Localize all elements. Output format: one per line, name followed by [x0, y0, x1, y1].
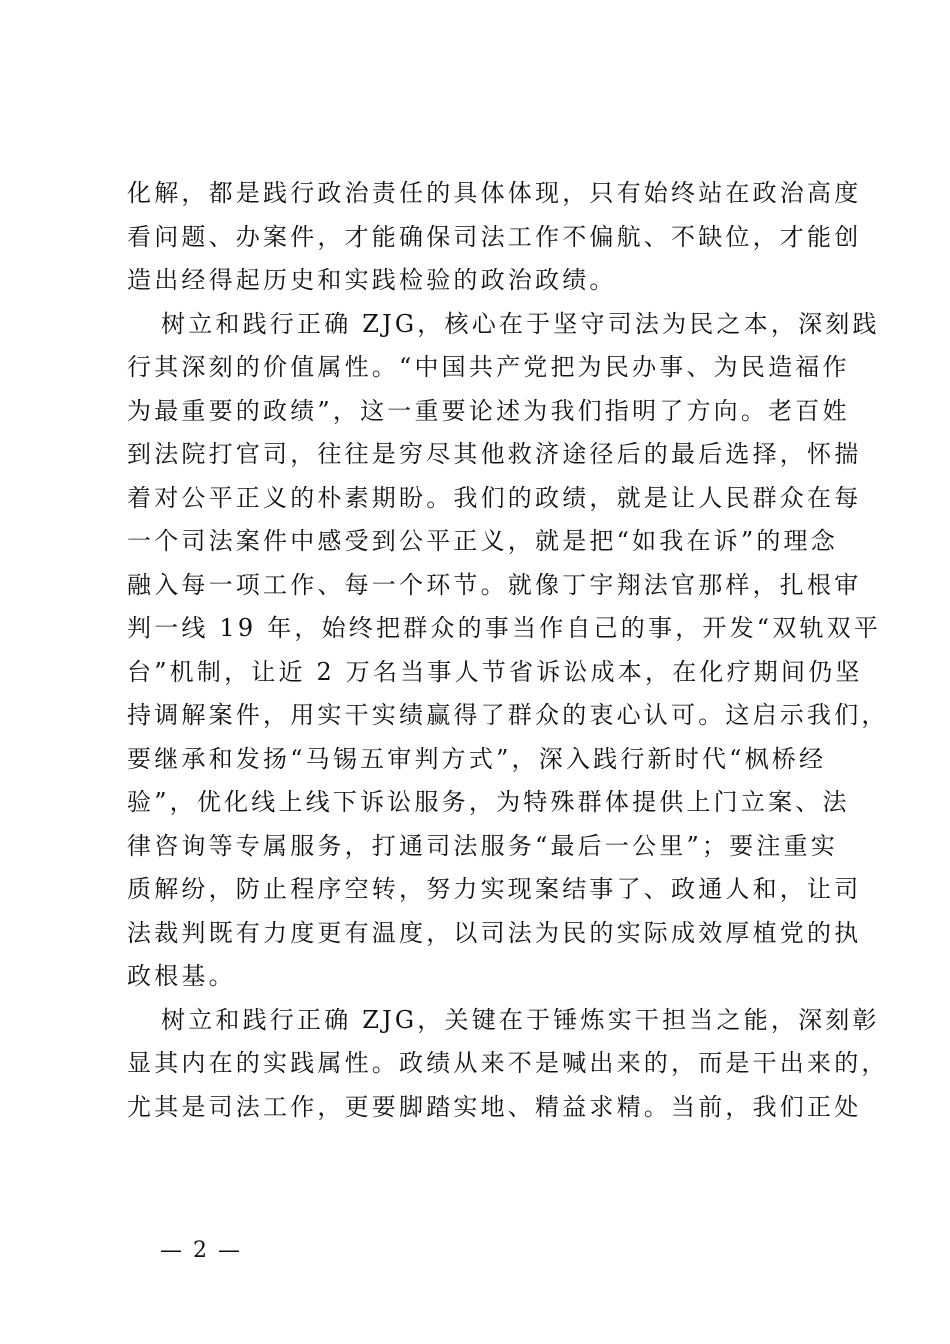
text-line: 化解，都是践行政治责任的具体体现，只有始终站在政治高度	[127, 179, 862, 207]
text-line: 显其内在的实践属性。政绩从来不是喊出来的，而是干出来的，	[127, 1049, 889, 1077]
text-line: 为最重要的政绩”，这一重要论述为我们指明了方向。老百姓	[127, 396, 850, 425]
text-line: 看问题、办案件，才能确保司法工作不偏航、不缺位，才能创	[127, 222, 862, 251]
text-line: 造出经得起历史和实践检验的政治政绩。	[127, 266, 617, 294]
text-line: 要继承和发扬“马锡五审判方式”，深入践行新时代“枫桥经	[127, 744, 827, 773]
body-text	[127, 172, 889, 1129]
text-line: 到法院打官司，往往是穷尽其他救济途径后的最后选择，怀揣	[127, 440, 862, 468]
text-line: 持调解案件，用实干实绩赢得了群众的衷心认可。这启示我们，	[127, 701, 889, 729]
text-line: 判一线 19 年，始终把群众的事当作自己的事，开发“双轨双平	[127, 614, 882, 642]
text-line: 融入每一项工作、每一个环节。就像丁宇翔法官那样，扎根审	[127, 570, 862, 599]
page-number: — 2 —	[160, 1238, 242, 1263]
text-line: 台”机制，让近 2 万名当事人节省诉讼成本，在化疗期间仍坚	[127, 657, 863, 686]
text-line: 尤其是司法工作，更要脚踏实地、精益求精。当前，我们正处	[127, 1092, 862, 1121]
text-line: 一个司法案件中感受到公平正义，就是把“如我在诉”的理念	[127, 527, 838, 555]
text-line: 律咨询等专属服务，打通司法服务“最后一公里”；要注重实	[127, 831, 838, 860]
text-line: 着对公平正义的朴素期盼。我们的政绩，就是让人民群众在每	[127, 483, 862, 512]
paragraph-start-line: 树立和践行正确 ZJG，核心在于坚守司法为民之本，深刻践	[161, 309, 880, 338]
text-line: 验”，优化线上线下诉讼服务，为特殊群体提供上门立案、法	[127, 788, 850, 816]
text-line: 质解纷，防止程序空转，努力实现案结事了、政通人和，让司	[127, 875, 862, 903]
text-line: 行其深刻的价值属性。“中国共产党把为民办事、为民造福作	[127, 353, 850, 381]
text-line: 政根基。	[127, 962, 236, 990]
text-line: 法裁判既有力度更有温度，以司法为民的实际成效厚植党的执	[127, 918, 862, 947]
paragraph-start-line: 树立和践行正确 ZJG，关键在于锤炼实干担当之能，深刻彰	[161, 1005, 880, 1034]
